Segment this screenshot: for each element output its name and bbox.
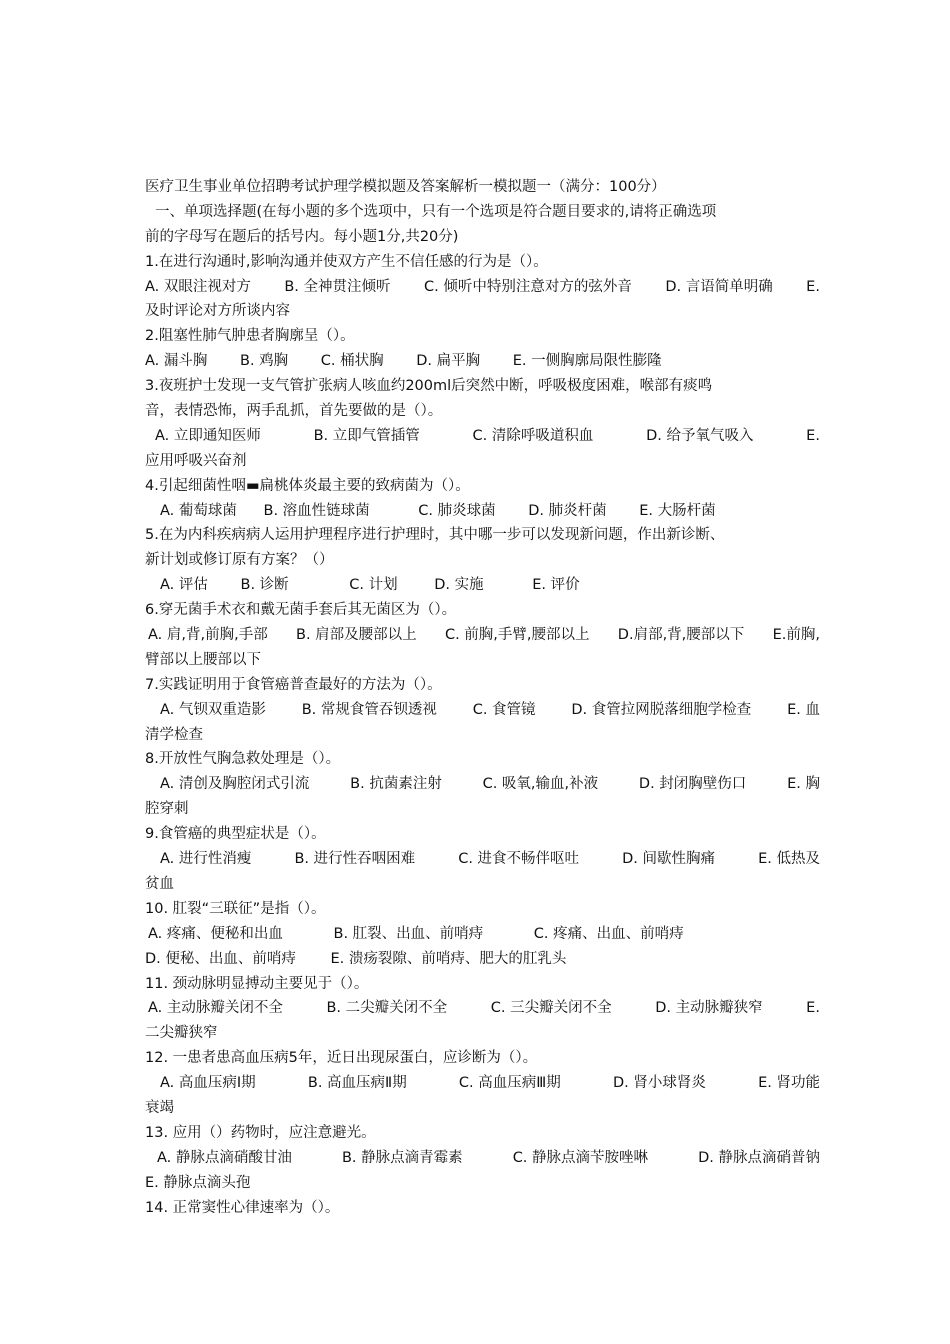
option: D. 肺炎杆菌: [528, 502, 607, 519]
option: A. 评估: [160, 577, 208, 594]
option: A. 高血压病Ⅰ期: [160, 1075, 256, 1092]
option: A. 疼痛、便秘和出血: [148, 925, 283, 942]
option: B. 立即气管插管: [313, 427, 420, 444]
question-stem: 13. 应用（）药物时，应注意避光。: [145, 1124, 376, 1141]
question-stem-cont: 音，表情恐怖，两手乱抓，首先要做的是（）。: [145, 403, 443, 420]
option: C. 高血压病Ⅲ期: [458, 1075, 561, 1092]
option: E. 溃疡裂隙、前哨痔、肥大的肛乳头: [330, 950, 567, 967]
option: B. 常规食管吞钡透视: [301, 701, 437, 718]
option: D. 静脉点滴硝普钠: [698, 1149, 820, 1166]
option: C. 三尖瓣关闭不全: [490, 1000, 612, 1017]
option: C. 疼痛、出血、前哨痔: [533, 925, 684, 942]
option-continuation: 应用呼吸兴奋剂: [145, 452, 247, 469]
option: D. 肾小球肾炎: [612, 1075, 706, 1092]
option: D. 主动脉瓣狭窄: [655, 1000, 763, 1017]
option: D. 便秘、出血、前哨痔: [145, 950, 296, 967]
option: A. 进行性消瘦: [160, 851, 252, 868]
question-stem: 9.食管癌的典型症状是（）。: [145, 826, 326, 843]
option: E. 一侧胸廓局限性膨隆: [512, 353, 662, 370]
question-stem: 2.阻塞性肺气肿患者胸廓呈（）。: [145, 328, 355, 345]
option: E. 肾功能: [758, 1075, 820, 1092]
question-stem: 1.在进行沟通时,影响沟通并使双方产生不信任感的行为是（）。: [145, 253, 548, 270]
option-continuation: 贫血: [145, 875, 174, 892]
option: C. 吸氧,输血,补液: [482, 776, 599, 793]
option: D. 实施: [434, 577, 484, 594]
question-stem: 10. 肛裂“三联征”是指（）。: [145, 900, 326, 917]
option: A. 清创及胸腔闭式引流: [160, 776, 310, 793]
document-page: [145, 175, 820, 1220]
option: B. 全神贯注倾听: [284, 278, 391, 295]
option: E. 大肠杆菌: [639, 502, 716, 519]
option: D. 间歇性胸痛: [622, 851, 716, 868]
option: C. 桶状胸: [320, 353, 384, 370]
question-stem: 8.开放性气胸急救处理是（）。: [145, 751, 341, 768]
option: D. 扁平胸: [416, 353, 481, 370]
question-stem: 11. 颈动脉明显搏动主要见于（）。: [145, 975, 369, 992]
option-continuation: 二尖瓣狭窄: [145, 1025, 218, 1042]
option: C. 前胸,手臂,腰部以上: [444, 627, 590, 644]
option: C. 进食不畅伴呕吐: [458, 851, 580, 868]
option-continuation: E. 静脉点滴头孢: [145, 1174, 251, 1191]
question-stem: 4.引起细菌性咽▬扁桃体炎最主要的致病菌为（）。: [145, 477, 470, 494]
option: E. 评价: [532, 577, 580, 594]
option: E. 胸: [787, 776, 820, 793]
question-options: [145, 275, 820, 300]
option-continuation: 衰竭: [145, 1099, 174, 1116]
option: D. 食管拉网脱落细胞学检查: [571, 701, 752, 718]
question-options: [145, 623, 820, 648]
option: B. 肛裂、出血、前哨痔: [333, 925, 484, 942]
option: E.: [806, 1000, 820, 1017]
question-options: [145, 349, 820, 374]
option: E.: [806, 427, 820, 444]
option: B. 鸡胸: [240, 353, 289, 370]
option: A. 主动脉瓣关闭不全: [148, 1000, 283, 1017]
option-continuation: 臂部以上腰部以下: [145, 651, 261, 668]
option-continuation: 腔穿刺: [145, 801, 189, 818]
option: A. 肩,背,前胸,手部: [148, 627, 268, 644]
option: A. 漏斗胸: [145, 353, 208, 370]
option: D. 封闭胸壁伤口: [638, 776, 747, 793]
option: C. 计划: [349, 577, 398, 594]
option: B. 溶血性链球菌: [263, 502, 370, 519]
option: B. 抗菌素注射: [350, 776, 442, 793]
question-options: [145, 847, 820, 872]
question-options: [145, 1146, 820, 1171]
question-options: [145, 922, 820, 947]
option: E. 低热及: [758, 851, 820, 868]
option: C. 清除呼吸道积血: [472, 427, 594, 444]
question-stem: 5.在为内科疾病病人运用护理程序进行护理时，其中哪一步可以发现新问题，作出新诊断、: [145, 527, 725, 544]
option: E.前胸,: [772, 627, 820, 644]
option: B. 二尖瓣关闭不全: [326, 1000, 448, 1017]
question-options: [145, 499, 820, 524]
option: B. 诊断: [240, 577, 289, 594]
option: C. 倾听中特别注意对方的弦外音: [424, 278, 632, 295]
option-continuation: 清学检查: [145, 726, 203, 743]
option: A. 葡萄球菌: [160, 502, 237, 519]
question-stem: 12. 一患者患高血压病5年，近日出现尿蛋白，应诊断为（）。: [145, 1050, 538, 1067]
option-continuation: 及时评论对方所谈内容: [145, 303, 290, 320]
option: A. 静脉点滴硝酸甘油: [157, 1149, 292, 1166]
option: A. 气钡双重造影: [160, 701, 266, 718]
question-options: [145, 996, 820, 1021]
option: D. 言语简单明确: [665, 278, 773, 295]
question-options: [145, 424, 820, 449]
question-options: [145, 573, 820, 598]
option: A. 立即通知医师: [155, 427, 261, 444]
section-heading-cont: 前的字母写在题后的括号内。每小题1分,共20分): [145, 228, 459, 245]
document-title: 医疗卫生事业单位招聘考试护理学模拟题及答案解析一模拟题一（满分：100分）: [145, 179, 666, 195]
section-heading: 一、单项选择题(在每小题的多个选项中，只有一个选项是符合题目要求的,请将正确选项: [155, 203, 717, 220]
option: A. 双眼注视对方: [145, 278, 251, 295]
option: E. 血: [787, 701, 820, 718]
question-stem-cont: 新计划或修订原有方案？（）: [145, 552, 334, 569]
question-options: [145, 1071, 820, 1096]
option: C. 肺炎球菌: [418, 502, 496, 519]
option: D.肩部,背,腰部以下: [617, 627, 745, 644]
option: B. 高血压病Ⅱ期: [307, 1075, 407, 1092]
option: C. 静脉点滴苄胺唑啉: [512, 1149, 649, 1166]
question-stem: 3.夜班护士发现一支气管扩张病人咳血约200ml后突然中断，呼吸极度困难，喉部有痰鸣: [145, 378, 713, 395]
option: E.: [806, 278, 820, 295]
option: B. 进行性吞咽困难: [294, 851, 416, 868]
question-options: [145, 772, 820, 797]
question-stem: 14. 正常窦性心律速率为（）。: [145, 1199, 340, 1216]
question-options: [145, 947, 820, 972]
question-options: [145, 698, 820, 723]
question-stem: 6.穿无菌手术衣和戴无菌手套后其无菌区为（）。: [145, 602, 457, 619]
option: B. 静脉点滴青霉素: [341, 1149, 463, 1166]
option: D. 给予氧气吸入: [646, 427, 754, 444]
option: B. 肩部及腰部以上: [296, 627, 417, 644]
option: C. 食管镜: [472, 701, 536, 718]
question-stem: 7.实践证明用于食管癌普查最好的方法为（）。: [145, 676, 442, 693]
